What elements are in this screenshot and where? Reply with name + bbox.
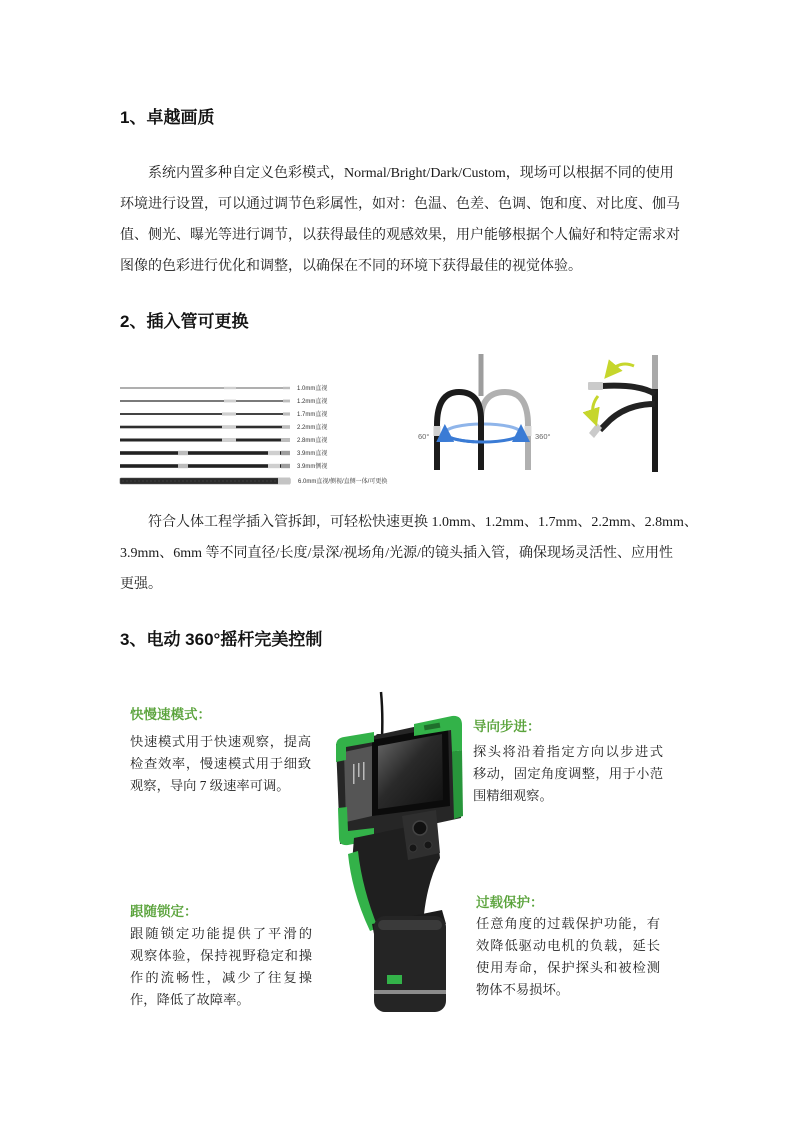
feature-line: 跟随锁定功能提供了平滑的 [130,926,312,941]
paragraph-line: 值、侧光、曝光等进行调节，以获得最佳的观感效果，用户能够根据个人偏好和特定需求对 [120,228,680,243]
feature-line: 使用寿命，保护探头和被检测 [476,960,660,975]
section-heading-image-quality: 1、卓越画质 [120,108,215,127]
probe-bend-left [437,392,481,470]
feature-line: 效降低驱动电机的负载，延长 [476,938,660,953]
feature-text-follow-lock [130,923,312,1011]
feature-text-overload-protection [476,913,660,1001]
paragraph-line: 图像的色彩进行优化和调整，以确保在不同的环境下获得最佳的视觉体验。 [120,259,582,274]
articulation-image [414,352,564,474]
videoscope-device-image [312,688,477,1018]
paragraph-line: 系统内置多种自定义色彩模式，Normal/Bright/Dark/Custom，现场可以根据不同的使用 [148,166,674,181]
feature-text-step-guide [473,741,663,807]
probe-shaft-top [652,355,658,389]
probe-tip-ring [525,426,532,436]
probe-label: 1.7mm直视 [297,412,328,418]
device-button [424,841,432,849]
probe-2-2mm [120,423,327,431]
swap-arrow-icon [593,396,598,418]
paragraph-line: 3.9mm、6mm 等不同直径/长度/景深/视场角/光源/的镜头插入管，确保现场灵活性、应用性 [120,546,674,561]
paragraph-replaceable-tube [120,507,698,600]
probe-tip-upper [602,386,655,394]
feature-line: 探头将沿着指定方向以步进式 [473,744,663,759]
device-side-panel [344,746,372,822]
probe-tubes-image [118,378,418,490]
probe-tip-lower [600,404,655,430]
paragraph-line: 环境进行设置，可以通过调节色彩属性，如对：色温、色差、色调、饱和度、对比度、伽马 [120,197,680,212]
probe-1-0mm [120,384,327,392]
side-panel-marking [363,762,365,780]
section-heading-replaceable-tube: 2、插入管可更换 [120,312,249,331]
feature-title-overload-protection: 过载保护： [476,895,544,910]
feature-line: 围精细观察。 [473,788,553,803]
probe-label: 2.2mm直视 [297,425,328,431]
side-panel-marking [358,763,360,777]
probe-1-7mm [120,410,327,418]
probe-tip-metal [589,423,602,438]
device-battery [374,916,446,1012]
probe-tip-ring [434,426,441,436]
feature-line: 检查效率，慢速模式用于细致 [130,756,311,771]
tube-swap-image [580,352,666,474]
battery-label [387,975,402,984]
probe-label: 2.8mm直视 [297,438,328,444]
joystick-icon [413,821,427,835]
feature-line: 任意角度的过载保护功能，有 [476,916,660,931]
probe-label: 6.0mm直视/侧视/直侧一体/可更换 [298,479,388,485]
probe-label: 1.0mm直视 [297,386,328,392]
feature-line: 观察体验，保持视野稳定和操 [130,948,312,963]
angle-label-360: 360° [535,432,551,441]
feature-line: 作的流畅性，减少了往复操 [130,970,312,985]
probe-6-0mm [120,477,387,485]
device-cable [381,692,382,738]
feature-title-speed-mode: 快慢速模式： [130,707,211,722]
feature-title-follow-lock: 跟随锁定： [130,904,198,919]
battery-highlight [378,920,442,930]
battery-band [374,990,446,994]
probe-label: 1.2mm直视 [297,399,328,405]
feature-line: 作，降低了故障率。 [130,992,250,1007]
feature-line: 观察，导向 7 级速率可调。 [130,778,290,793]
feature-title-step-guide: 导向步进： [473,719,541,734]
feature-text-speed-mode [130,731,311,797]
device-button [409,844,417,852]
probe-tip-metal [588,382,603,390]
probe-label: 3.9mm侧视 [297,464,328,470]
rotation-arrow-head [445,433,474,442]
paragraph-image-quality [120,158,680,282]
feature-line: 快速模式用于快速观察，提高 [130,734,311,749]
probe-1-2mm [120,397,327,405]
angle-label-60: 60° [418,432,430,441]
side-panel-marking [353,764,355,784]
feature-line: 物体不易损坏。 [476,982,570,997]
section-heading-joystick-control: 3、电动 360°摇杆完美控制 [120,630,323,649]
paragraph-line: 更强。 [120,577,162,592]
probe-3-9mm-side [120,462,327,470]
feature-line: 移动，固定角度调整，用于小范 [473,766,663,781]
swap-arrow-icon [610,364,634,372]
probe-2-8mm [120,436,327,444]
device-screen [378,734,443,809]
paragraph-line: 符合人体工程学插入管拆卸，可轻松快速更换 1.0mm、1.2mm、1.7mm、2.2mm、2.8mm、 [148,515,698,530]
probe-3-9mm-direct [120,449,327,457]
probe-label: 3.9mm直视 [297,451,328,457]
